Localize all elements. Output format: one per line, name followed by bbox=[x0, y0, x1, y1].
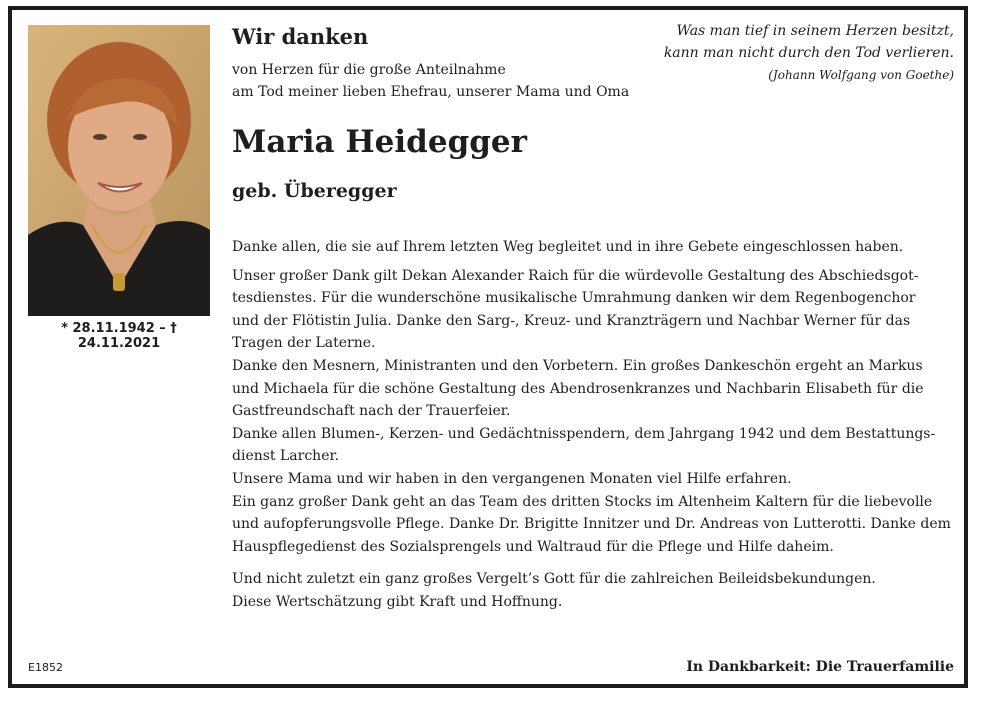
text-line: und Michaela für die schöne Gestaltung des Abendrosenkranzes und Nachbarin Elisabeth für die bbox=[232, 380, 924, 397]
thanks-text bbox=[232, 236, 957, 614]
birth-name: geb. Überegger bbox=[232, 180, 397, 202]
quote-author: (Johann Wolfgang von Goethe) bbox=[768, 68, 954, 82]
thanks-heading: Wir danken bbox=[232, 24, 369, 49]
text-line: Gastfreundschaft nach der Trauerfeier. bbox=[232, 403, 511, 420]
text-line: tesdienstes. Für die wunderschöne musikalische Umrahmung danken wir dem Regenbogenchor bbox=[232, 290, 916, 307]
text-line: Danke allen Blumen-, Kerzen- und Gedächtnisspendern, dem Jahrgang 1942 und dem Bestattungs- bbox=[232, 425, 936, 442]
text-line: Unser großer Dank gilt Dekan Alexander Raich für die würdevolle Gestaltung des Abschiedsgot- bbox=[232, 267, 919, 284]
closing-line-1: Und nicht zuletzt ein ganz großes Vergelt’s Gott für die zahlreichen Beileidsbekundungen. bbox=[232, 571, 876, 588]
quote-line-1: Was man tief in seinem Herzen besitzt, bbox=[676, 23, 954, 39]
text-line: und der Flötistin Julia. Danke den Sarg-, Kreuz- und Kranzträgern und Nachbar Werner für das bbox=[232, 312, 911, 329]
closing-paragraph bbox=[232, 568, 957, 613]
portrait-icon bbox=[28, 25, 210, 316]
text-line: und aufopferungsvolle Pflege. Danke Dr. Brigitte Innitzer und Dr. Andreas von Lutterotti. Danke dem bbox=[232, 516, 951, 533]
text-line: Ein ganz großer Dank geht an das Team des dritten Stocks im Altenheim Kaltern für die liebevolle bbox=[232, 493, 933, 510]
text-line: Danke den Mesnern, Ministranten und den Vorbetern. Ein großes Dankeschön ergeht an Markus bbox=[232, 357, 923, 374]
ad-code: E1852 bbox=[28, 661, 63, 674]
text-line: Hauspflegedienst des Sozialsprengels und Waltraud für die Pflege und Hilfe daheim. bbox=[232, 538, 834, 555]
quote-line-2: kann man nicht durch den Tod verlieren. bbox=[663, 45, 954, 61]
text-line: Tragen der Laterne. bbox=[232, 335, 376, 352]
family-signature: In Dankbarkeit: Die Trauerfamilie bbox=[686, 659, 954, 675]
text-line: dienst Larcher. bbox=[232, 448, 340, 465]
main-paragraph bbox=[232, 265, 957, 559]
thanks-subline-1: von Herzen für die große Anteilnahme bbox=[232, 62, 506, 78]
closing-line-2: Diese Wertschätzung gibt Kraft und Hoffnung. bbox=[232, 593, 563, 610]
text-line: Unsere Mama und wir haben in den vergangenen Monaten viel Hilfe erfahren. bbox=[232, 470, 792, 487]
life-dates: * 28.11.1942 – † 24.11.2021 bbox=[61, 321, 177, 351]
deceased-name: Maria Heidegger bbox=[232, 124, 527, 160]
intro-paragraph: Danke allen, die sie auf Ihrem letzten Weg begleitet und in ihre Gebete eingeschlossen haben. bbox=[232, 239, 904, 255]
thanks-subline-2: am Tod meiner lieben Ehefrau, unserer Mama und Oma bbox=[232, 84, 630, 100]
portrait-photo bbox=[28, 25, 210, 316]
goethe-quote bbox=[664, 20, 954, 86]
